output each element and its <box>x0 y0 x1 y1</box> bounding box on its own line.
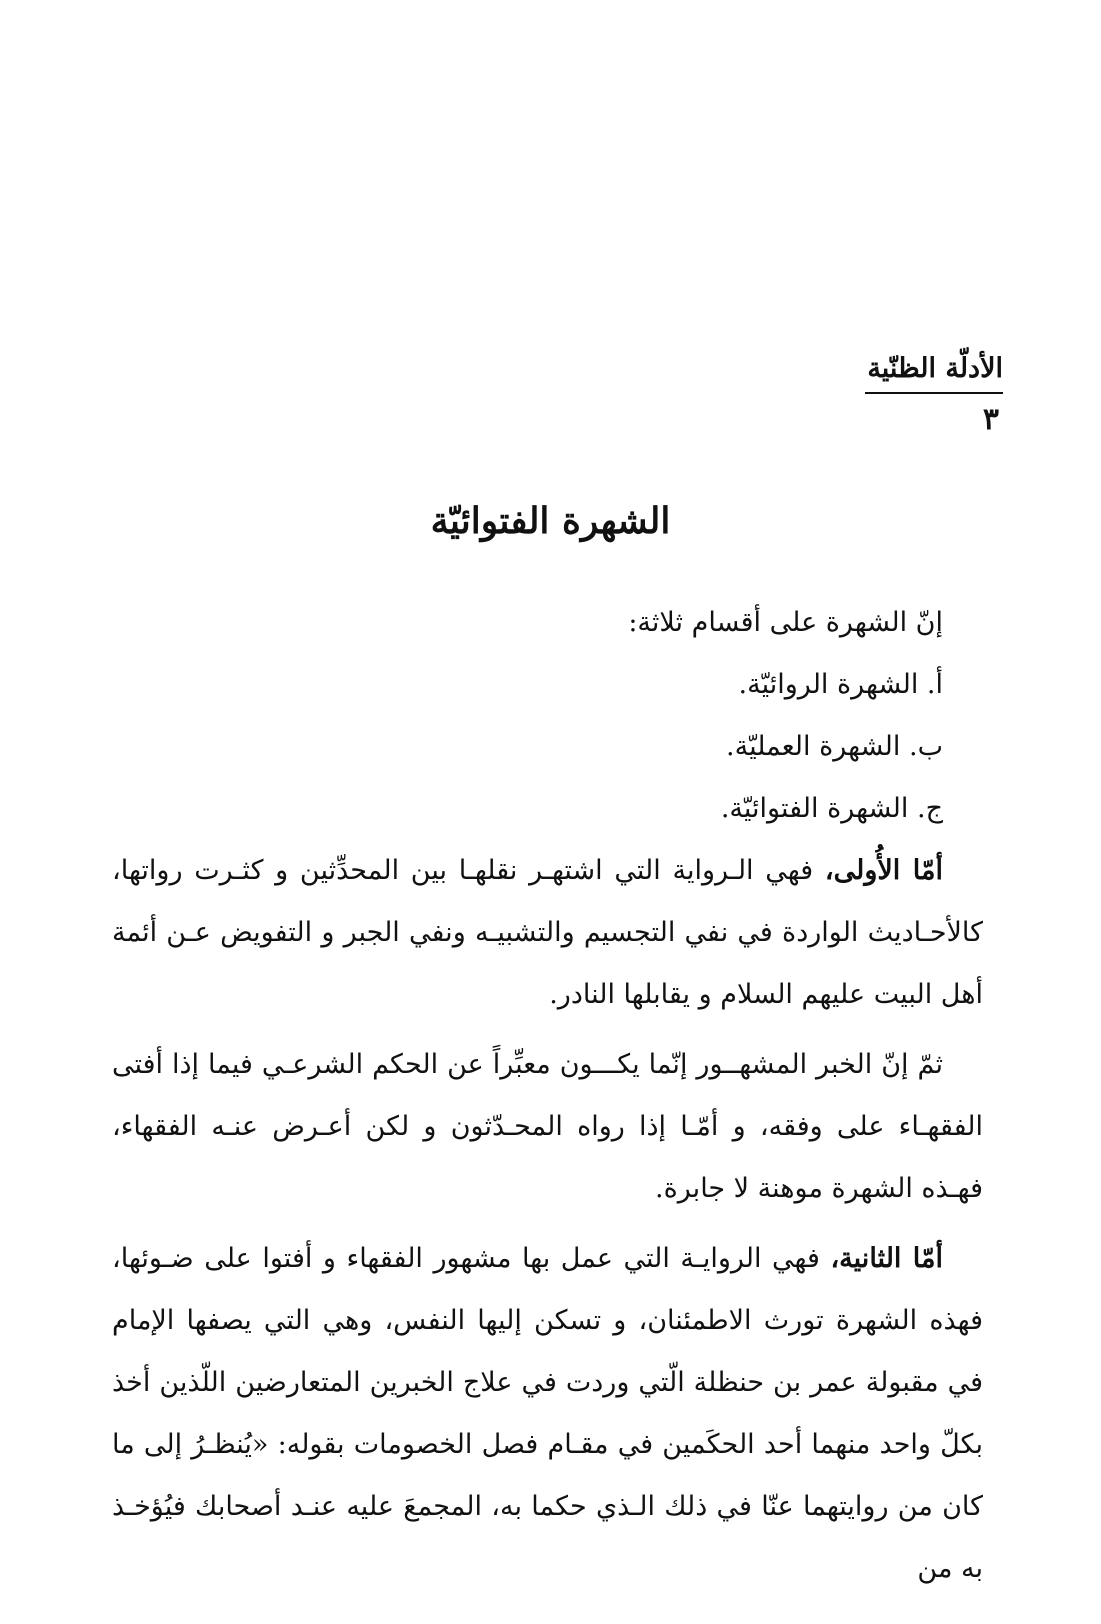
body-text <box>112 592 983 1600</box>
intro-line: إنّ الشهرة على أقسام ثلاثة: <box>628 607 943 638</box>
section-divider <box>865 392 1003 394</box>
list-item: ب. الشهرة العمليّة. <box>726 731 943 762</box>
paragraph-famous-report: ثمّ إنّ الخبر المشهــور إنّما يكـــون معبِّراً عن الحكم الشرعـي فيما إذا أفتى الفقهـاء على وفقه، و أمّـا إذا رواه المحـدّثون و لكن أعـرض عنـه الفقهاء، فهـذه الشهرة موهنة لا جابرة. <box>112 1049 983 1204</box>
list-item: ج. الشهرة الفتوائيّة. <box>720 793 943 824</box>
paragraph-text: فهي الروايـة التي عمل بها مشهور الفقهاء و أفتوا على ضـوئها، فهذه الشهرة تورث الاطمئنان، و تسكن إليها النفس، وهي التي يصفها الإمام في مقبولة عمر بن حنظلة الّتي وردت في علاج الخبرين المتعارضين اللّذين أخذ بكلّ واحد منهما أحد الحكَمين في مقـام فصل الخصومات بقوله: «يُنظـرُ إلى ما كان من روايتهما عنّا في ذلك الـذي حكما به، المجمعَ عليه عنـد أصحابك فيُؤخـذ به من <box>112 1243 983 1584</box>
list-item: أ. الشهرة الروائيّة. <box>738 669 943 700</box>
chapter-title: الشهرة الفتوائيّة <box>430 500 671 542</box>
paragraph-text: فهي الـرواية التي اشتهـر نقلهـا بين المحدِّثين و كثـرت رواتها، كالأحـاديث الواردة في نفي التجسيم والتشبيـه ونفي الجبر و التفويض عـن أئمة أهل البيت عليهم السلام و يقابلها النادر. <box>112 855 983 1010</box>
section-number: ٣ <box>982 401 999 437</box>
paragraph-first-type <box>112 840 983 1026</box>
paragraph-lead: أمّا الثانية، <box>830 1243 943 1274</box>
paragraph-lead: أمّا الأُولى، <box>824 855 943 886</box>
paragraph-second-type <box>112 1228 983 1600</box>
section-header <box>865 352 1003 438</box>
section-title: الأدلّة الظنّية <box>867 353 1003 384</box>
